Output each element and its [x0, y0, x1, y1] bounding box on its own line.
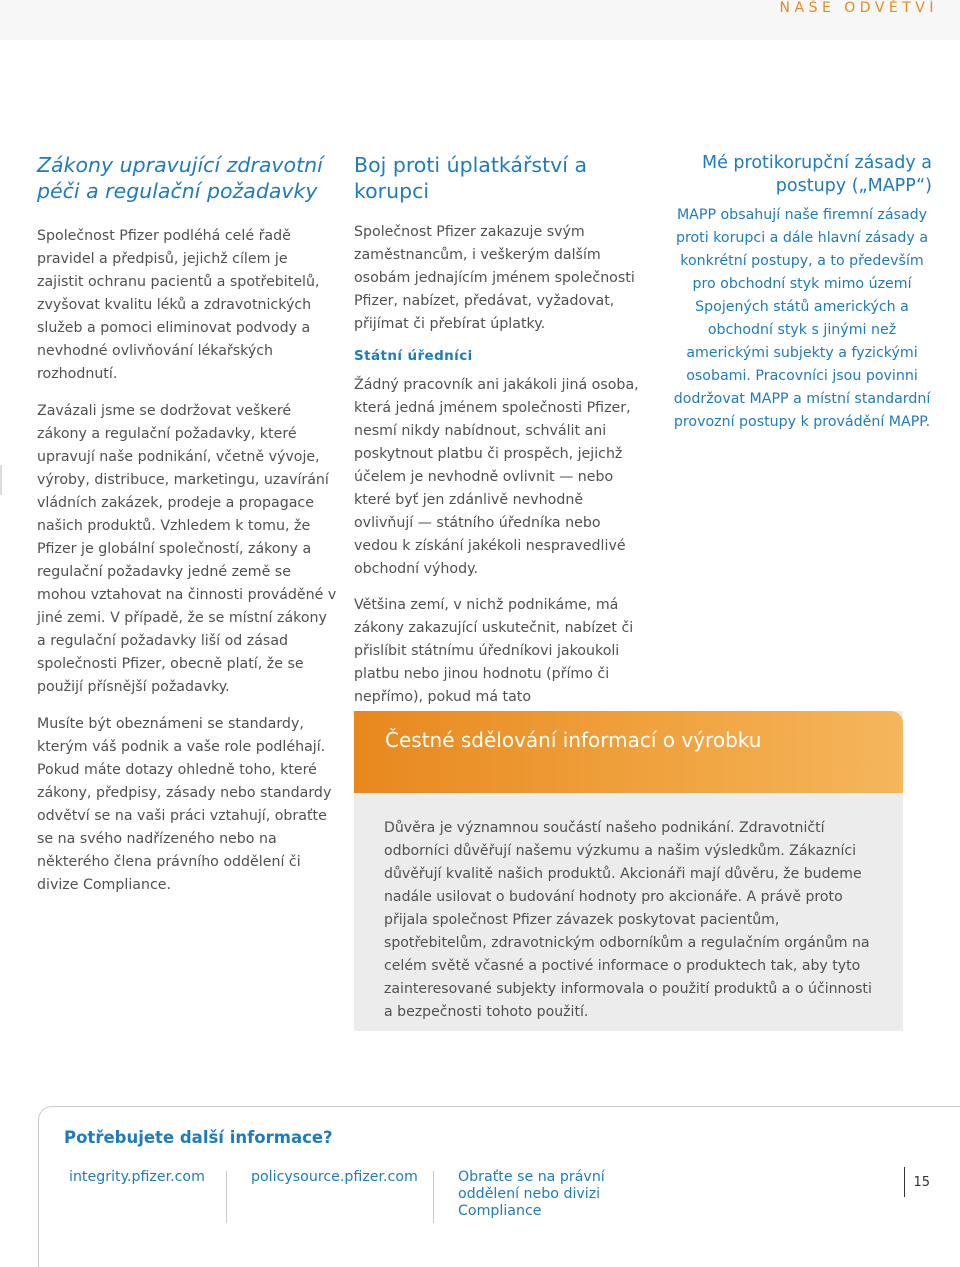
- laws-paragraph-1: Společnost Pfizer podléhá celé řadě pravidel a předpisů, jejichž cílem je zajistit ochranu pacientů a spotřebitelů, zvyšovat kvalitu léků a zdravotnických služeb a pomoci eliminovat podvody a nevhodné ovlivňování lékařských rozhodnutí.: [37, 228, 320, 382]
- section-label: NAŠE ODVĚTVÍ: [779, 0, 938, 16]
- officials-subheading: Státní úředníci: [354, 348, 473, 364]
- link-divider: [433, 1171, 434, 1223]
- mapp-heading: Mé protikorupční zásady a postupy („MAPP“): [701, 153, 932, 196]
- top-bar: [0, 0, 960, 40]
- laws-heading: Zákony upravující zdravotní péči a regulační požadavky: [37, 153, 323, 203]
- column-anti-bribery: [354, 152, 644, 709]
- callout-header: [354, 711, 903, 793]
- contact-legal-link[interactable]: Obraťte se na právní oddělení nebo divizi Compliance: [458, 1169, 605, 1219]
- anti-bribery-paragraph-1: Společnost Pfizer zakazuje svým zaměstnancům, i veškerým dalším osobám jednajícím jménem společnosti Pfizer, nabízet, předávat, vyžadovat, přijímat či přebírat úplatky.: [354, 224, 635, 332]
- laws-paragraph-3: Musíte být obeznámeni se standardy, kterým váš podnik a vaše role podléhají. Pokud máte dotazy ohledně toho, které zákony, předpisy, zásady nebo standardy odvětví se na vaši práci vztahují, obraťte se na svého nadřízeného nebo na některého člena právního oddělení či divize Compliance.: [37, 716, 332, 893]
- more-info-heading: Potřebujete další informace?: [64, 1128, 333, 1147]
- column-laws: [37, 152, 337, 897]
- countries-paragraph: Většina zemí, v nichž podnikáme, má zákony zakazující uskutečnit, nabízet či přislíbit státnímu úředníkovi jakoukoli platbu nebo jinou hodnotu (přímo či nepřímo), pokud má tato: [354, 597, 634, 705]
- more-info-box: [38, 1106, 960, 1267]
- anti-bribery-heading: Boj proti úplatkářství a korupci: [354, 153, 588, 203]
- page-number-divider: [904, 1167, 905, 1197]
- callout-body: Důvěra je významnou součástí našeho podnikání. Zdravotničtí odborníci důvěřují našemu výzkumu a našim výsledkům. Zákazníci důvěřují kvalitě našich produktů. Akcionáři mají důvěru, že budeme nadále usilovat o budování hodnoty pro akcionáře. A právě proto přijala společnost Pfizer závazek poskytovat pacientům, spotřebitelům, zdravotnickým odborníkům a regulačním orgánům na celém světě včasné a poctivé informace o produktech tak, aby tyto zainteresované subjekty informovala o použití produktů a o účinnosti a bezpečnosti tohoto použití.: [384, 820, 872, 1020]
- margin-mark: [0, 465, 2, 495]
- column-mapp: [662, 152, 932, 434]
- mapp-paragraph: MAPP obsahují naše firemní zásady proti korupci a dále hlavní zásady a konkrétní postupy, a to především pro obchodní styk mimo území Spojených států amerických a obchodní styk s jinými než americkými subjekty a fyzickými osobami. Pracovníci jsou povinni dodržovat MAPP a místní standardní provozní postupy k provádění MAPP.: [673, 207, 931, 430]
- page-number: 15: [913, 1175, 930, 1190]
- link-divider: [226, 1171, 227, 1223]
- integrity-link[interactable]: integrity.pfizer.com: [69, 1169, 205, 1185]
- laws-paragraph-2: Zavázali jsme se dodržovat veškeré zákony a regulační požadavky, které upravují naše podnikání, včetně vývoje, výroby, distribuce, marketingu, uzavírání vládních zakázek, prodeje a propagace našich produktů. Vzhledem k tomu, že Pfizer je globální společností, zákony a regulační požadavky jedné země se mohou vztahovat na činnosti prováděné v jiné zemi. V případě, že se místní zákony a regulační požadavky liší od zásad společnosti Pfizer, obecně platí, že se použijí přísnější požadavky.: [37, 403, 337, 695]
- product-info-callout: [354, 711, 903, 1031]
- policysource-link[interactable]: policysource.pfizer.com: [251, 1169, 418, 1185]
- callout-heading: Čestné sdělování informací o výrobku: [385, 728, 762, 752]
- officials-paragraph: Žádný pracovník ani jakákoli jiná osoba, která jedná jménem společnosti Pfizer, nesmí nikdy nabídnout, schválit ani poskytnout platbu či prospěch, jejichž účelem je nevhodně ovlivnit — nebo které byť jen zdánlivě nevhodně ovlivňují — státního úředníka nebo vedou k získání jakékoli nespravedlivé obchodní výhody.: [354, 377, 639, 577]
